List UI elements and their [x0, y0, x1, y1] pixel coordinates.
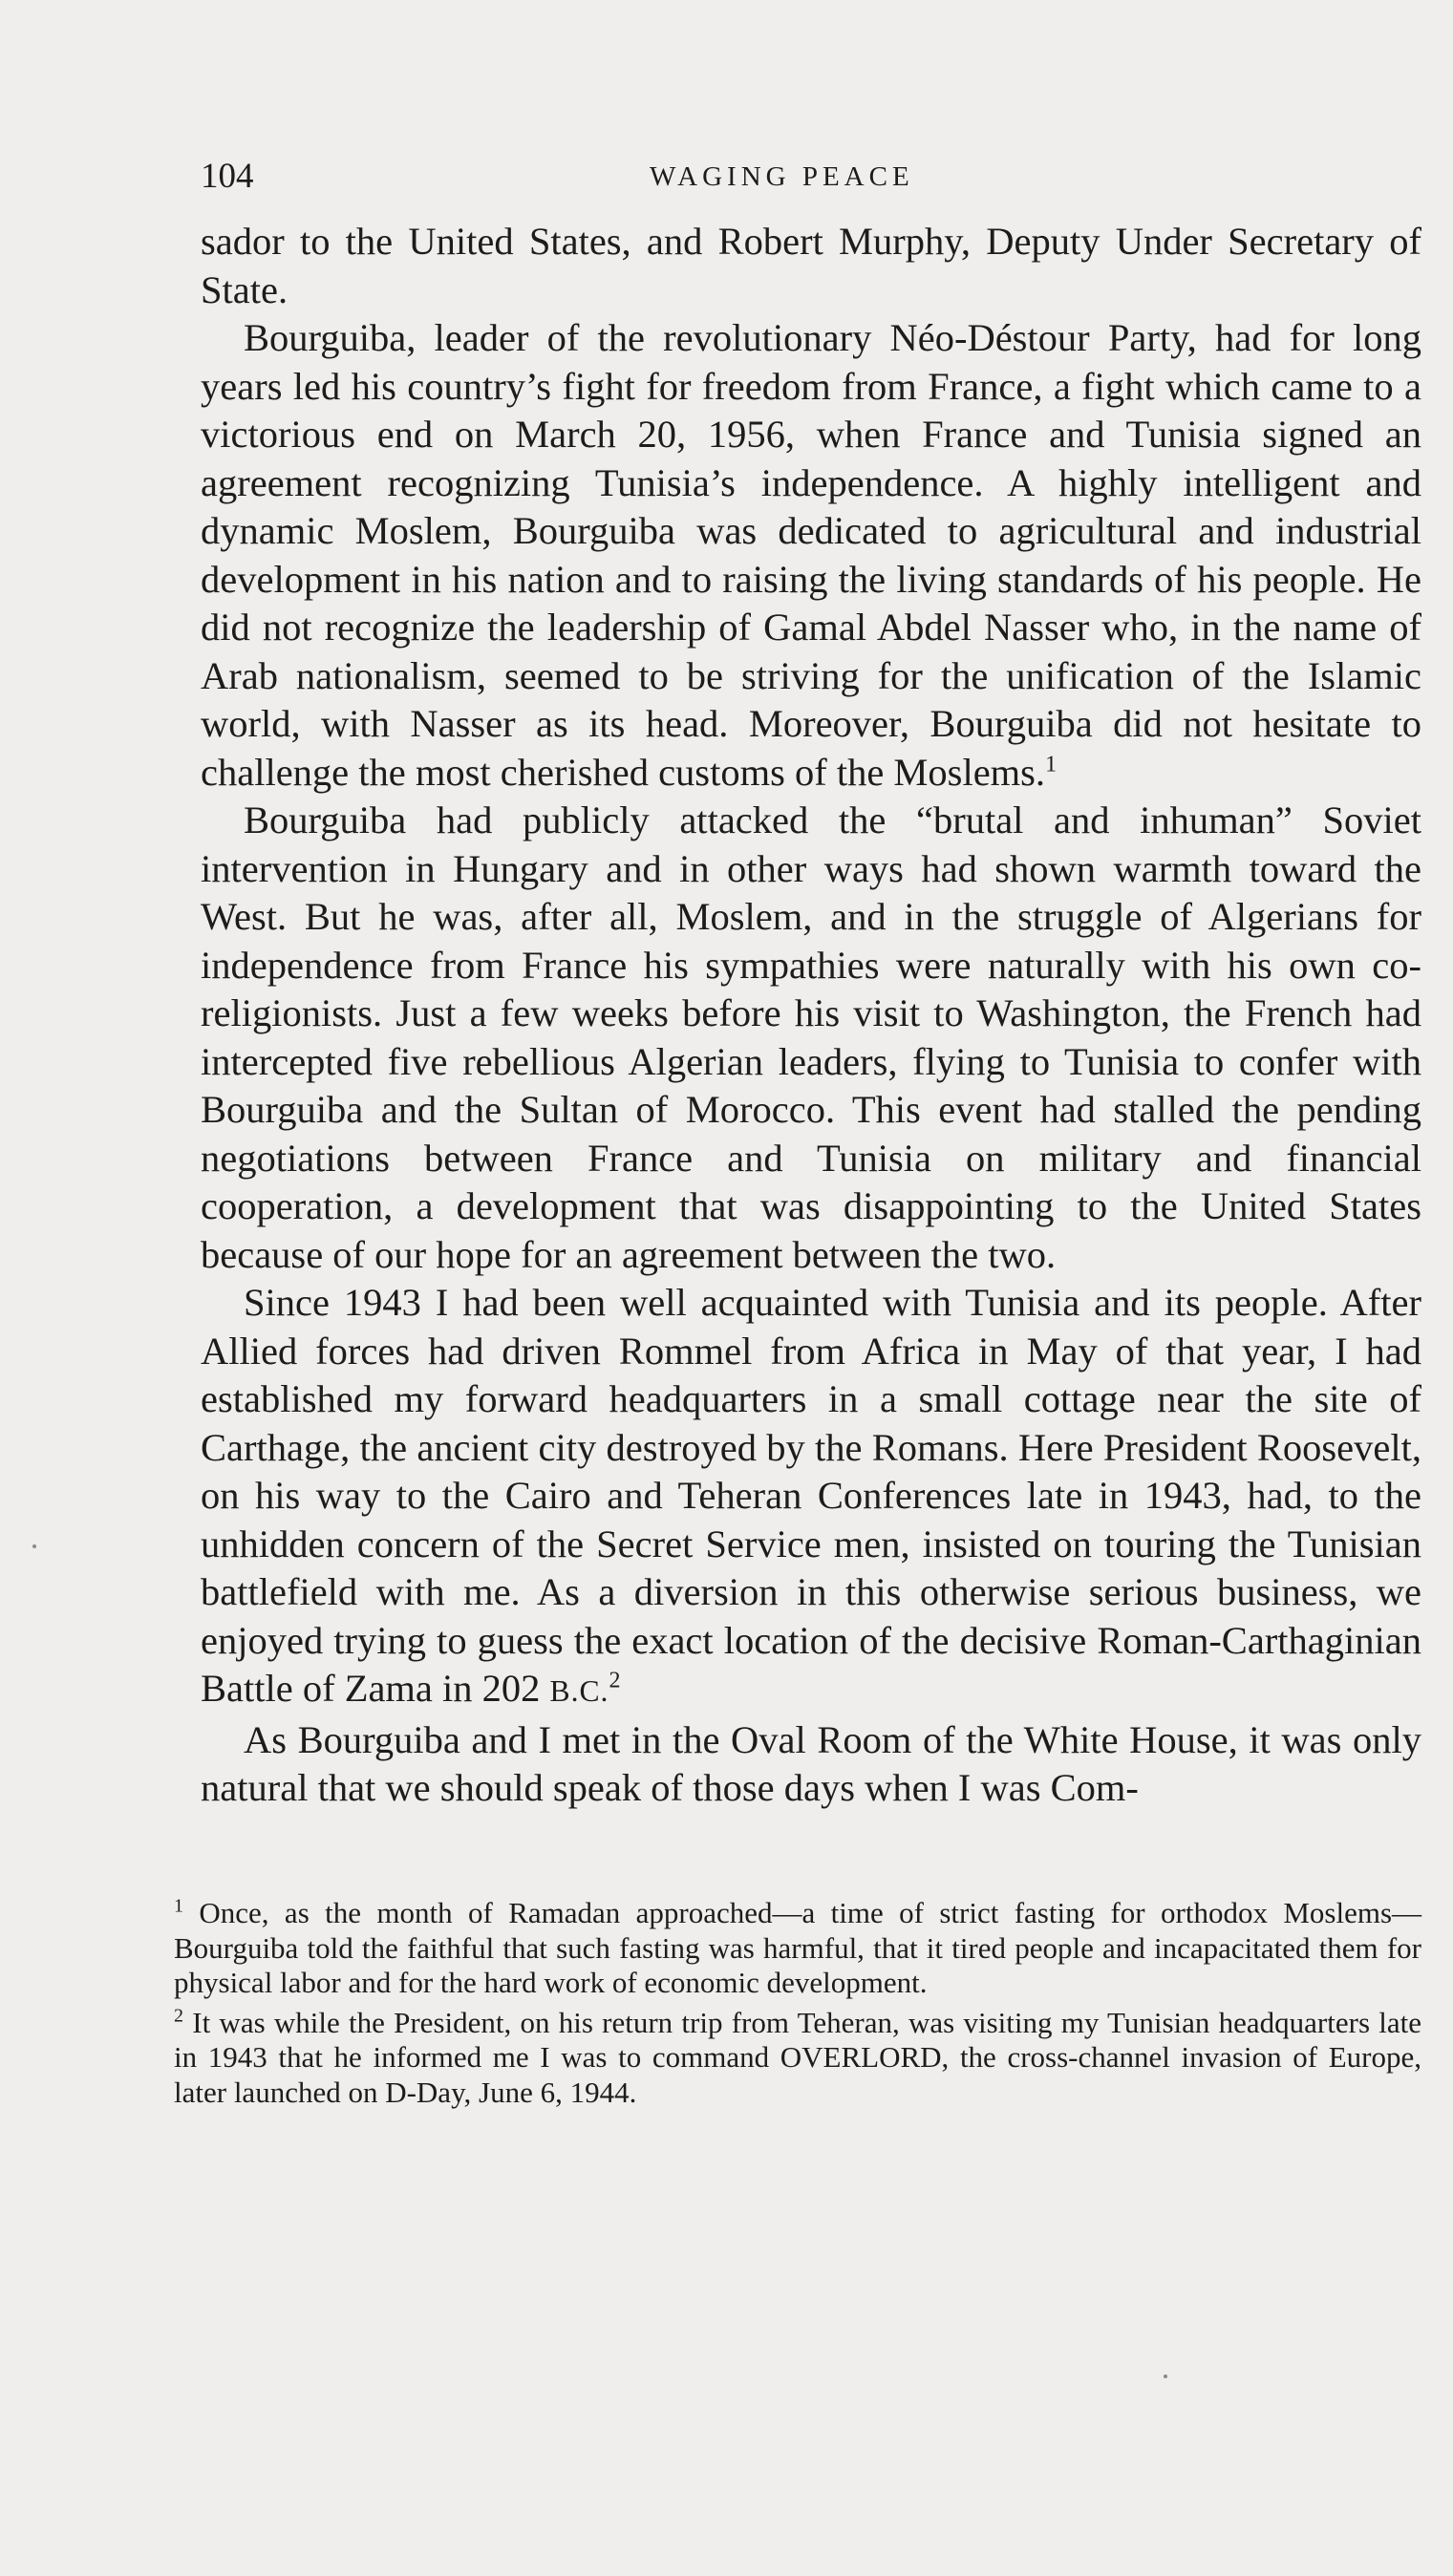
- paper-speck: [32, 1544, 36, 1548]
- footnote-ref-2: 2: [609, 1668, 621, 1693]
- paragraph-5-text: As Bourguiba and I met in the Oval Room of the White House, it was only natural that we should speak of those days when I was Com-: [201, 1717, 1421, 1809]
- paper-speck: [1164, 2374, 1167, 2378]
- footnotes: [174, 1896, 1421, 2115]
- footnote-ref-1: 1: [1045, 752, 1058, 777]
- footnote-2-number: 2: [174, 2005, 183, 2027]
- page-header: [201, 148, 1423, 205]
- footnote-1: [174, 1896, 1421, 2001]
- footnote-2: [174, 2006, 1421, 2111]
- footnote-1-text: Once, as the month of Ramadan approached—a time of strict fasting for orthodox Moslems—Bourguiba told the faithful that such fasting was harmful, that it tired people and incapacitated them for physical labor and for the hard work of economic development.: [174, 1896, 1422, 1999]
- paragraph-2: [201, 314, 1421, 797]
- paragraph-3-text: Bourguiba had publicly attacked the “brutal and inhuman” Soviet intervention in Hungary and in other ways had shown warmth toward the West. But he was, after all, Moslem, and in the struggle of Algerians for independence from France his sympathies were naturally with his own co-religionists. Just a few weeks before his visit to Washington, the French had intercepted five rebellious Algerian leaders, flying to Tunisia to confer with Bourguiba and the Sultan of Morocco. This event had stalled the pending negotiations between France and Tunisia on military and financial cooperation, a development that was disappointing to the United States because of our hope for an agreement between the two.: [201, 798, 1421, 1276]
- paragraph-4: [201, 1279, 1421, 1716]
- era-abbreviation: B.C.: [549, 1674, 609, 1708]
- page-number: 104: [201, 157, 254, 196]
- paragraph-1-text: sador to the United States, and Robert Murphy, Deputy Under Secretary of State.: [201, 220, 1421, 311]
- running-head: WAGING PEACE: [650, 161, 914, 192]
- body-text: [201, 218, 1421, 1813]
- footnote-1-number: 1: [174, 1895, 183, 1917]
- footnote-2-text: It was while the President, on his return trip from Teheran, was visiting my Tunisian headquarters late in 1943 that he informed me I was to command OVERLORD, the cross-channel invasion of Europe, later launched on D-Day, June 6, 1944.: [174, 2005, 1422, 2109]
- paragraph-4-text: Since 1943 I had been well acquainted with Tunisia and its people. After Allied forces had driven Rommel from Africa in May of that year, I had established my forward headquarters in a small cottage near the site of Carthage, the ancient city destroyed by the Romans. Here President Roosevelt, on his way to the Cairo and Teheran Conferences late in 1943, had, to the unhidden concern of the Secret Service men, insisted on touring the Tunisian battlefield with me. As a diversion in this otherwise serious business, we enjoyed trying to guess the exact location of the decisive Roman-Carthaginian Battle of Zama in 202: [201, 1281, 1421, 1710]
- paragraph-5: [201, 1716, 1421, 1813]
- paragraph-2-text: Bourguiba, leader of the revolutionary Néo-Déstour Party, had for long years led his country’s fight for freedom from France, a fight which came to a victorious end on March 20, 1956, when France and Tunisia signed an agreement recognizing Tunisia’s independence. A highly intelligent and dynamic Moslem, Bourguiba was dedicated to agricultural and industrial development in his nation and to raising the living standards of his people. He did not recognize the leadership of Gamal Abdel Nasser who, in the name of Arab nationalism, seemed to be striving for the unification of the Islamic world, with Nasser as its head. Moreover, Bourguiba did not hesitate to challenge the most cherished customs of the Moslems.: [201, 316, 1421, 794]
- paragraph-1: [201, 218, 1421, 314]
- paragraph-3: [201, 797, 1421, 1279]
